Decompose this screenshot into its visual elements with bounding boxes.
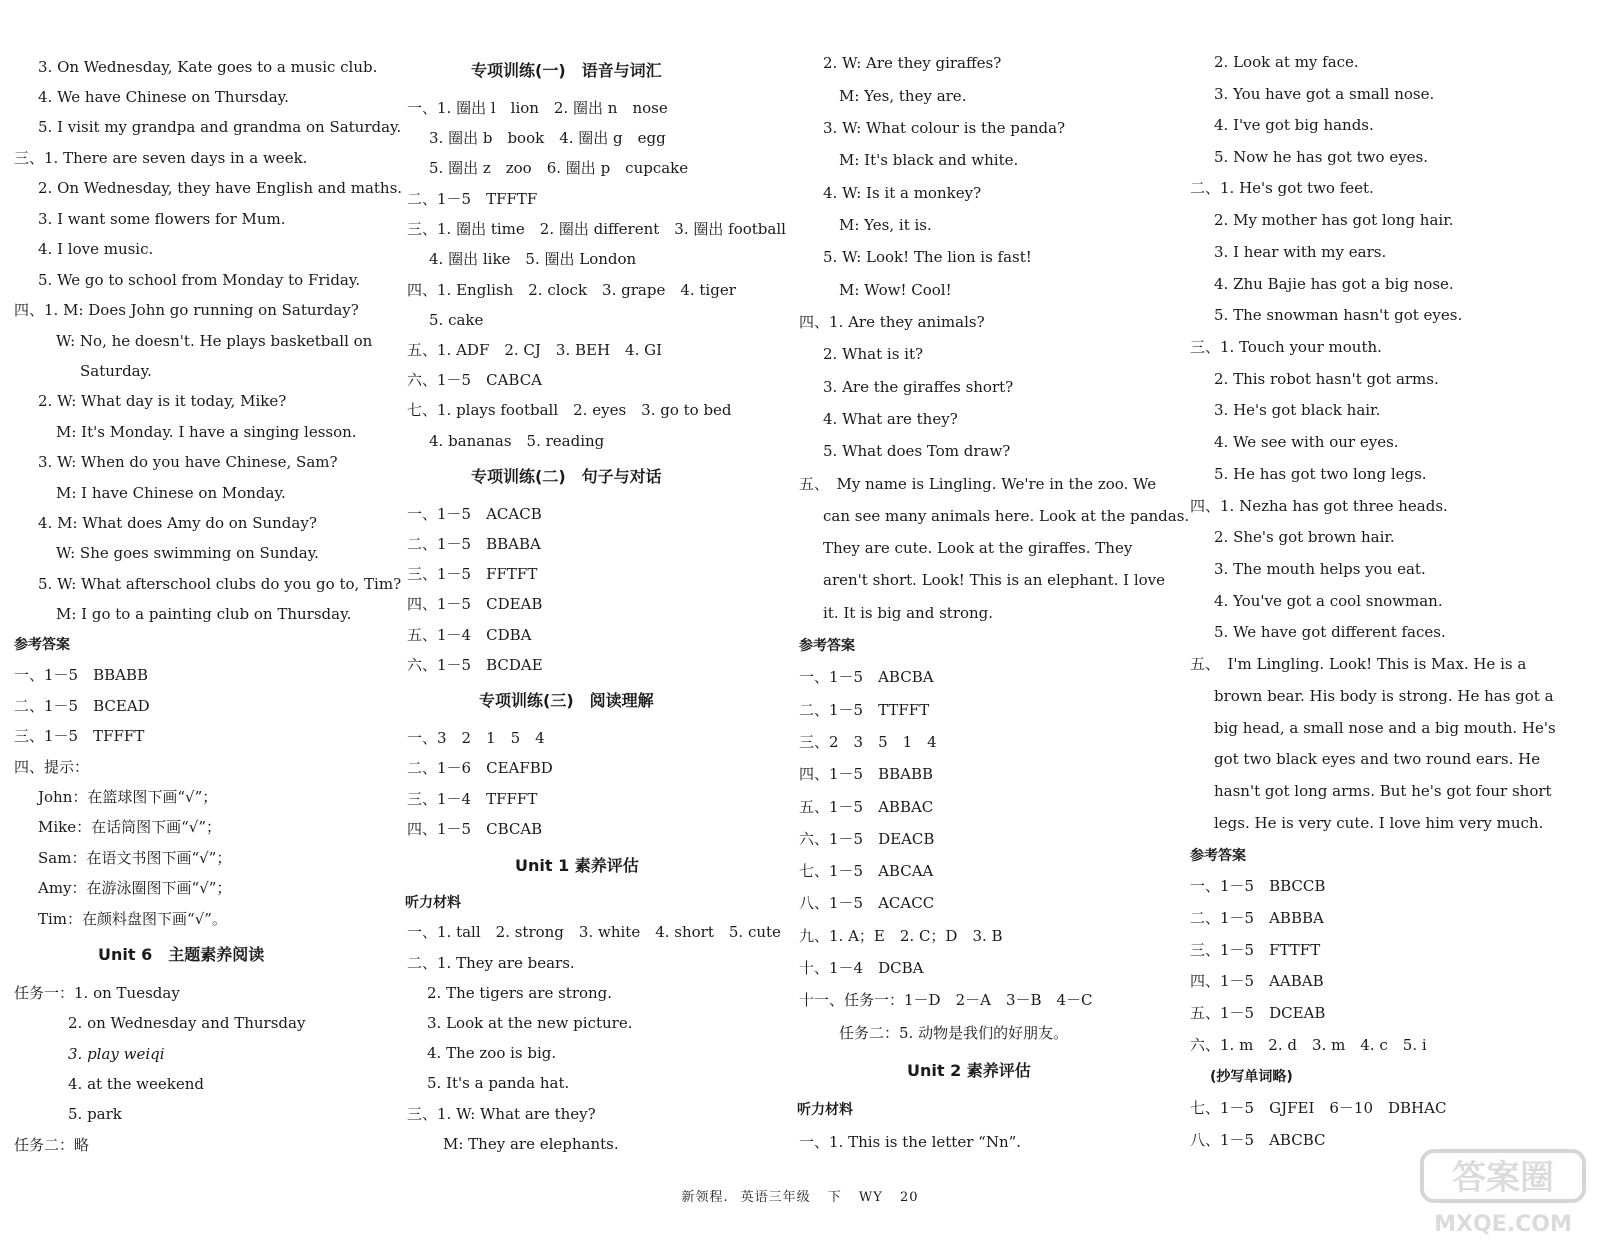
- passage-line: 五、 I'm Lingling. Look! This is Max. He is a: [1190, 655, 1527, 673]
- answer-line: 一、3 2 1 5 4: [407, 729, 545, 747]
- text-line: 5. cake: [429, 311, 484, 329]
- text-line: 4. I love music.: [38, 240, 154, 258]
- answer-line: 九、1. A；E 2. C；D 3. B: [799, 927, 1003, 945]
- text-line: 5. I visit my grandpa and grandma on Saturday.: [38, 118, 402, 136]
- text-line: 4. W: Is it a monkey?: [823, 184, 982, 202]
- text-line: 5. The snowman hasn't got eyes.: [1214, 306, 1463, 324]
- passage-line: legs. He is very cute. I love him very much.: [1214, 814, 1544, 832]
- page-number: 20: [900, 1190, 919, 1205]
- text-line: M: I have Chinese on Monday.: [56, 484, 286, 502]
- listening-heading: 听力材料: [797, 1102, 853, 1118]
- text-line: 5. W: Look! The lion is fast!: [823, 248, 1032, 266]
- text-line: 一、1. 圈出 l lion 2. 圈出 n nose: [407, 99, 668, 117]
- section-heading: 专项训练(二) 句子与对话: [471, 467, 662, 486]
- text-line: John：在篮球图下画“√”；: [38, 788, 218, 806]
- answer-line: 三、1－4 TFFFT: [407, 790, 538, 808]
- answer-line: 二、1－6 CEAFBD: [407, 759, 553, 777]
- text-line: 3. The mouth helps you eat.: [1214, 560, 1426, 578]
- passage-line: aren't short. Look! This is an elephant. I love: [823, 571, 1166, 589]
- answer-line: 六、1－5 CABCA: [407, 371, 543, 389]
- section-heading: Unit 6 主题素养阅读: [98, 945, 265, 964]
- footer-volume: 下: [827, 1190, 842, 1205]
- answer-line: 一、1－5 BBABB: [14, 666, 149, 684]
- answer-line: 八、1－5 ABCBC: [1190, 1131, 1326, 1149]
- answer-line: 二、1－5 BCEAD: [14, 697, 150, 715]
- text-line: M: It's black and white.: [839, 151, 1019, 169]
- text-line: 3. You have got a small nose.: [1214, 85, 1435, 103]
- passage-line: big head, a small nose and a big mouth. He's: [1214, 719, 1556, 737]
- page-footer: [0, 1186, 1600, 1205]
- text-line: W: No, he doesn't. He plays basketball on: [56, 332, 373, 350]
- text-line: 5. We have got different faces.: [1214, 623, 1446, 641]
- text-line: 任务二：5. 动物是我们的好朋友。: [839, 1024, 1069, 1042]
- text-line: 4. I've got big hands.: [1214, 116, 1374, 134]
- answer-line: 一、1－5 ACACB: [407, 505, 542, 523]
- answer-line: 一、1－5 ABCBA: [799, 668, 934, 686]
- answer-line: 六、1－5 BCDAE: [407, 656, 543, 674]
- text-line: 5. W: What afterschool clubs do you go to, Tim?: [38, 575, 402, 593]
- text-line: 2. W: What day is it today, Mike?: [38, 392, 287, 410]
- text-line: 三、1. Touch your mouth.: [1190, 338, 1382, 356]
- answer-line: 五、1－4 CDBA: [407, 626, 532, 644]
- text-line: 四、提示：: [14, 758, 90, 776]
- footer-subject: 英语三年级: [740, 1190, 811, 1205]
- text-line: 一、1. This is the letter “Nn”.: [799, 1133, 1022, 1151]
- answer-line: 四、1－5 CBCAB: [407, 820, 543, 838]
- text-line: 4. M: What does Amy do on Sunday?: [38, 514, 317, 532]
- text-line: 4. We have Chinese on Thursday.: [38, 88, 289, 106]
- answer-line: 四、1－5 CDEAB: [407, 595, 543, 613]
- text-line: 2. on Wednesday and Thursday: [68, 1014, 306, 1032]
- answer-line: 三、1－5 FTTFT: [1190, 941, 1321, 959]
- answer-line: 十、1－4 DCBA: [799, 959, 924, 977]
- text-line: 3. play weiqi: [68, 1045, 165, 1063]
- text-line: M: They are elephants.: [443, 1135, 619, 1153]
- text-line: 4. 圈出 like 5. 圈出 London: [429, 250, 637, 268]
- passage-line: it. It is big and strong.: [823, 604, 994, 622]
- text-line: 任务二：略: [14, 1136, 90, 1154]
- answer-line: 七、1－5 GJFEI 6－10 DBHAC: [1190, 1099, 1447, 1117]
- text-line: 三、1. 圈出 time 2. 圈出 different 3. 圈出 football: [407, 220, 786, 238]
- text-line: 4. We see with our eyes.: [1214, 433, 1399, 451]
- answer-line: 二、1－5 TTFFT: [799, 701, 930, 719]
- text-line: 三、1. There are seven days in a week.: [14, 149, 308, 167]
- answer-line: 五、1－5 DCEAB: [1190, 1004, 1326, 1022]
- text-line: Saturday.: [80, 362, 152, 380]
- text-line: 5. He has got two long legs.: [1214, 465, 1427, 483]
- text-line: 2. The tigers are strong.: [427, 984, 613, 1002]
- text-line: 2. What is it?: [823, 345, 924, 363]
- answer-line: 一、1－5 BBCCB: [1190, 877, 1326, 895]
- answer-line: 六、1. m 2. d 3. m 4. c 5. i: [1190, 1036, 1427, 1054]
- text-line: 二、1. They are bears.: [407, 954, 575, 972]
- passage-line: 五、 My name is Lingling. We're in the zoo. We: [799, 475, 1157, 493]
- section-heading: 专项训练(三) 阅读理解: [479, 691, 654, 710]
- answer-line: 四、1－5 AABAB: [1190, 972, 1324, 990]
- text-line: 七、1. plays football 2. eyes 3. go to bed: [407, 401, 732, 419]
- text-line: 2. She's got brown hair.: [1214, 528, 1395, 546]
- text-line: 4. The zoo is big.: [427, 1044, 557, 1062]
- text-line: 四、1. Are they animals?: [799, 313, 985, 331]
- text-line: 3. Look at the new picture.: [427, 1014, 633, 1032]
- text-line: 四、1. English 2. clock 3. grape 4. tiger: [407, 281, 736, 299]
- answer-line: 三、2 3 5 1 4: [799, 733, 937, 751]
- text-line: 2. My mother has got long hair.: [1214, 211, 1454, 229]
- text-line: Mike：在话筒图下画“√”；: [38, 818, 222, 836]
- text-line: 3. He's got black hair.: [1214, 401, 1381, 419]
- text-line: 3. W: What colour is the panda?: [823, 119, 1066, 137]
- answer-line: 二、1－5 BBABA: [407, 535, 541, 553]
- answer-line: 三、1－5 FFTFT: [407, 565, 538, 583]
- text-line: 2. This robot hasn't got arms.: [1214, 370, 1439, 388]
- text-line: 3. I hear with my ears.: [1214, 243, 1387, 261]
- text-line: 二、1. He's got two feet.: [1190, 179, 1374, 197]
- note-line: (抄写单词略): [1210, 1069, 1293, 1085]
- text-line: 三、1. W: What are they?: [407, 1105, 596, 1123]
- answer-key-heading: 参考答案: [14, 637, 70, 653]
- footer-series: 新领程.: [681, 1190, 729, 1205]
- svg-text:答案圈: 答案圈: [1452, 1158, 1554, 1198]
- text-line: 四、1. M: Does John go running on Saturday?: [14, 301, 359, 319]
- passage-line: can see many animals here. Look at the pandas.: [823, 507, 1190, 525]
- text-line: 2. On Wednesday, they have English and maths.: [38, 179, 403, 197]
- text-line: 四、1. Nezha has got three heads.: [1190, 497, 1448, 515]
- text-line: M: I go to a painting club on Thursday.: [56, 605, 352, 623]
- answer-line: 五、1. ADF 2. CJ 3. BEH 4. GI: [407, 341, 663, 359]
- answer-line: 十一、任务一：1－D 2－A 3－B 4－C: [799, 991, 1093, 1009]
- text-line: 4. Zhu Bajie has got a big nose.: [1214, 275, 1454, 293]
- text-line: 任务一：1. on Tuesday: [14, 984, 180, 1002]
- text-line: 4. What are they?: [823, 410, 958, 428]
- text-line: 3. Are the giraffes short?: [823, 378, 1014, 396]
- text-line: 3. I want some flowers for Mum.: [38, 210, 286, 228]
- text-line: 3. W: When do you have Chinese, Sam?: [38, 453, 338, 471]
- answer-line: 六、1－5 DEACB: [799, 830, 935, 848]
- text-line: Tim：在颜料盘图下画“√”。: [38, 910, 227, 928]
- text-line: M: Yes, they are.: [839, 87, 967, 105]
- text-line: 2. W: Are they giraffes?: [823, 54, 1002, 72]
- section-heading: Unit 2 素养评估: [907, 1061, 1031, 1080]
- passage-line: hasn't got long arms. But he's got four short: [1214, 782, 1552, 800]
- text-line: 4. You've got a cool snowman.: [1214, 592, 1443, 610]
- answer-line: 八、1－5 ACACC: [799, 894, 935, 912]
- listening-heading: 听力材料: [405, 895, 461, 911]
- text-line: 5. We go to school from Monday to Friday.: [38, 271, 361, 289]
- passage-line: got two black eyes and two round ears. He: [1214, 750, 1541, 768]
- watermark-logo: [1418, 1147, 1588, 1237]
- svg-text:MXQE.COM: MXQE.COM: [1434, 1212, 1572, 1237]
- text-line: 3. On Wednesday, Kate goes to a music club.: [38, 58, 378, 76]
- text-line: W: She goes swimming on Sunday.: [56, 544, 319, 562]
- text-line: 一、1. tall 2. strong 3. white 4. short 5. cute: [407, 923, 781, 941]
- text-line: 4. bananas 5. reading: [429, 432, 605, 450]
- section-heading: Unit 1 素养评估: [515, 856, 639, 875]
- answer-line: 三、1－5 TFFFT: [14, 727, 145, 745]
- text-line: M: Yes, it is.: [839, 216, 932, 234]
- answer-key-heading: 参考答案: [799, 638, 855, 654]
- text-line: M: Wow! Cool!: [839, 281, 952, 299]
- footer-edition: WY: [858, 1190, 883, 1205]
- section-heading: 专项训练(一) 语音与词汇: [471, 61, 662, 80]
- text-line: 5. park: [68, 1105, 122, 1123]
- text-line: 5. What does Tom draw?: [823, 442, 1011, 460]
- answer-line: 七、1－5 ABCAA: [799, 862, 934, 880]
- answer-line: 四、1－5 BBABB: [799, 765, 934, 783]
- text-line: Amy：在游泳圈图下画“√”；: [38, 879, 232, 897]
- answer-line: 二、1－5 TFFTF: [407, 190, 538, 208]
- answer-key-heading: 参考答案: [1190, 848, 1246, 864]
- text-line: 5. It's a panda hat.: [427, 1074, 570, 1092]
- passage-line: They are cute. Look at the giraffes. They: [823, 539, 1133, 557]
- answer-line: 二、1－5 ABBBA: [1190, 909, 1324, 927]
- passage-line: brown bear. His body is strong. He has got a: [1214, 687, 1554, 705]
- text-line: 4. at the weekend: [68, 1075, 204, 1093]
- text-line: 2. Look at my face.: [1214, 53, 1359, 71]
- text-line: 3. 圈出 b book 4. 圈出 g egg: [429, 129, 666, 147]
- text-line: 5. 圈出 z zoo 6. 圈出 p cupcake: [429, 159, 689, 177]
- text-line: Sam：在语文书图下画“√”；: [38, 849, 232, 867]
- answer-line: 五、1－5 ABBAC: [799, 798, 934, 816]
- text-line: M: It's Monday. I have a singing lesson.: [56, 423, 357, 441]
- text-line: 5. Now he has got two eyes.: [1214, 148, 1429, 166]
